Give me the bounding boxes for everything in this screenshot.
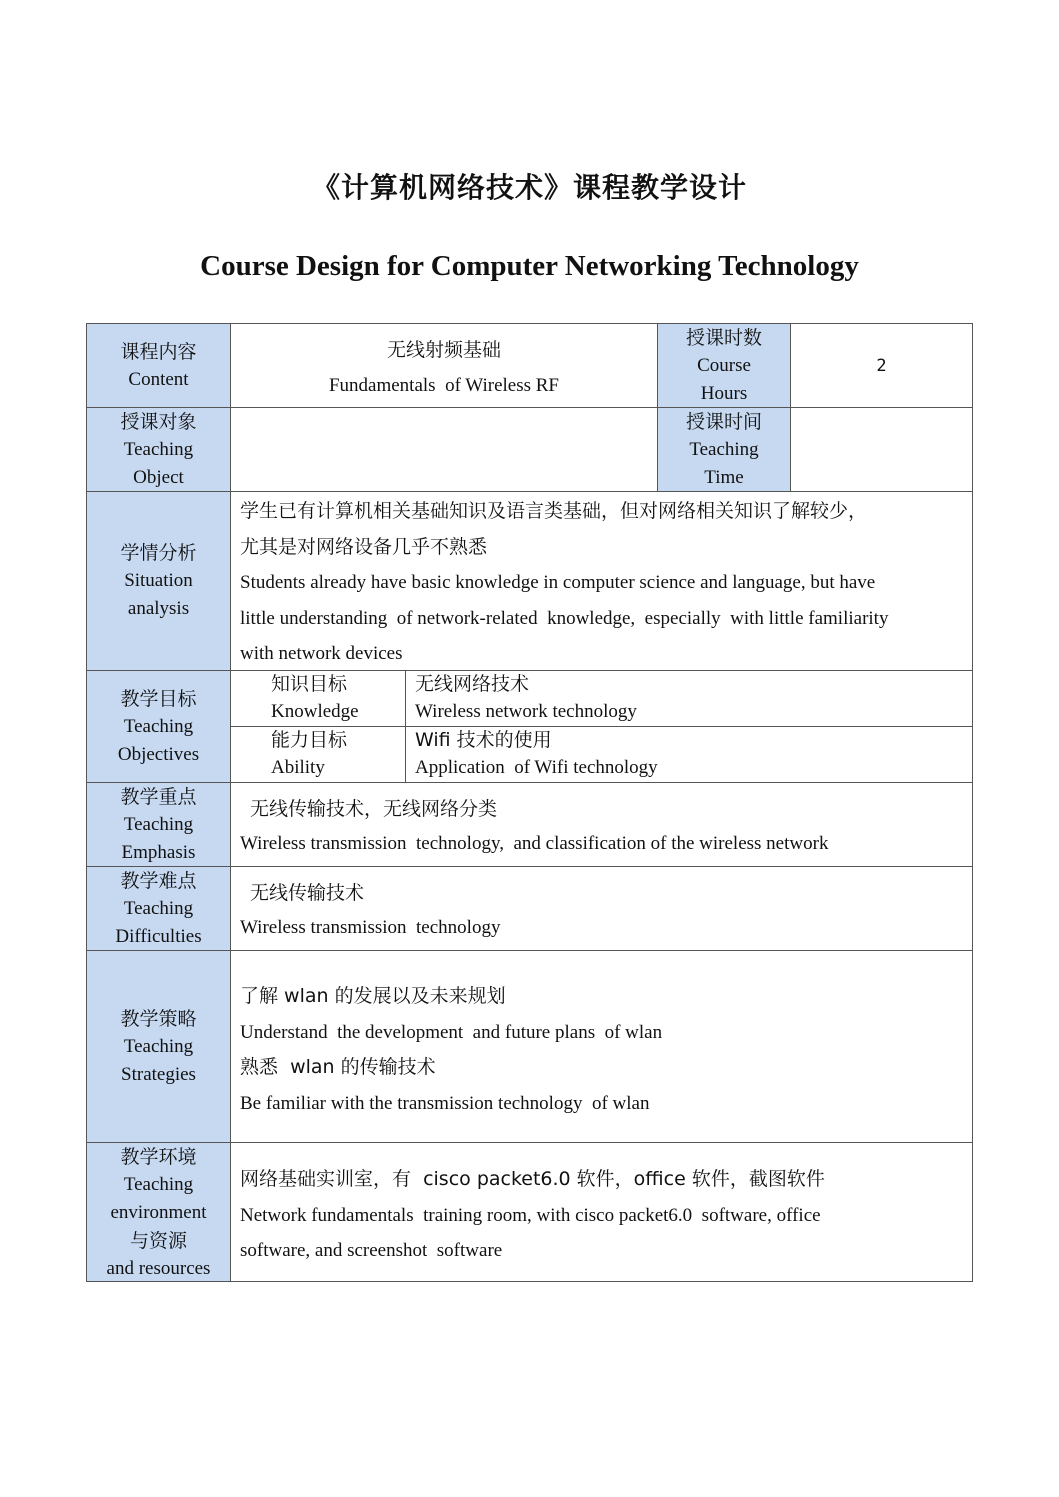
row-divider: [86, 1142, 973, 1143]
course-hours-value-cell: [791, 324, 972, 407]
difficulties-label-en-2: Difficulties: [115, 925, 202, 947]
ability-label-cell: [231, 727, 405, 782]
environment-text-en-1: Network fundamentals training room, with cisco packet6.0 software, office: [240, 1204, 821, 1226]
difficulties-label-en-1: Teaching: [123, 897, 194, 919]
strategies-label-cn: 教学策略: [120, 1007, 197, 1030]
teaching-time-label-en-2: Time: [704, 466, 744, 488]
situation-value-cell: [231, 494, 972, 670]
strategies-text-cn-1: 了解 wlan 的发展以及未来规划: [240, 985, 506, 1007]
course-hours-value: 2: [876, 355, 887, 376]
teaching-time-label-cn: 授课时间: [685, 410, 762, 433]
content-label-cn: 课程内容: [120, 340, 197, 363]
ability-label-cn: 能力目标: [271, 729, 348, 751]
objectives-label-en-2: Objectives: [117, 743, 200, 765]
strategies-label-cell: [87, 951, 230, 1142]
table-border-right: [972, 323, 973, 1282]
environment-label-cn-1: 教学环境: [120, 1145, 197, 1168]
content-label-cell: [87, 324, 230, 407]
table-border-left: [86, 323, 87, 1282]
row-divider: [86, 491, 973, 492]
document-title-chinese: 《计算机网络技术》课程教学设计: [311, 171, 747, 204]
ability-value-cell: [406, 727, 972, 782]
emphasis-label-cell: [87, 783, 230, 866]
strategies-text-en-1: Understand the development and future plans of wlan: [240, 1021, 663, 1043]
course-hours-label-en-1: Course: [697, 354, 751, 376]
content-value-en: Fundamentals of Wireless RF: [328, 375, 560, 396]
course-hours-label-en-2: Hours: [700, 382, 748, 404]
emphasis-label-en-2: Emphasis: [121, 841, 196, 863]
strategies-text-cn-2: 熟悉 wlan 的传输技术: [240, 1056, 436, 1078]
teaching-object-label-en-1: Teaching: [123, 438, 194, 460]
course-hours-label-cell: [658, 324, 790, 407]
ability-value-cn: Wifi 技术的使用: [415, 729, 552, 751]
emphasis-text-en: Wireless transmission technology, and classification of the wireless network: [240, 833, 829, 854]
row-divider: [86, 407, 973, 408]
column-divider: [230, 323, 231, 1282]
situation-text-cn-2: 尤其是对网络设备几乎不熟悉: [240, 535, 488, 558]
row-divider: [86, 670, 973, 671]
teaching-object-label-en-2: Object: [133, 466, 184, 488]
strategies-label-en-2: Strategies: [121, 1063, 196, 1085]
table-border-bottom: [86, 1281, 973, 1282]
objectives-label-cell: [87, 671, 230, 782]
strategies-text-en-2: Be familiar with the transmission technology of wlan: [240, 1092, 650, 1114]
emphasis-label-cn: 教学重点: [120, 785, 197, 808]
situation-label-cell: [87, 492, 230, 670]
ability-value-en: Application of Wifi technology: [415, 757, 658, 778]
row-divider: [86, 782, 973, 783]
situation-text-cn-1: 学生已有计算机相关基础知识及语言类基础，但对网络相关知识了解较少，: [240, 500, 868, 522]
situation-label-cn: 学情分析: [120, 542, 197, 564]
environment-label-cell: [87, 1143, 230, 1281]
environment-label-cn-2: 与资源: [129, 1229, 187, 1252]
situation-text-en-2: little understanding of network-related knowledge, especially with little familiarity: [240, 607, 889, 629]
column-divider: [790, 323, 791, 491]
knowledge-label-cell: [231, 671, 405, 726]
knowledge-label-en: Knowledge: [271, 701, 359, 722]
teaching-time-label-en-1: Teaching: [689, 438, 759, 460]
situation-text-en-3: with network devices: [240, 643, 403, 664]
difficulties-label-cn: 教学难点: [120, 869, 197, 892]
course-hours-label-cn: 授课时数: [685, 326, 762, 349]
column-divider: [405, 670, 406, 782]
environment-label-en-2: environment: [110, 1201, 207, 1223]
content-label-en: Content: [128, 368, 189, 390]
table-border-top: [86, 323, 973, 324]
situation-text-en-1: Students already have basic knowledge in computer science and language, but have: [240, 572, 876, 593]
knowledge-value-cn: 无线网络技术: [415, 673, 530, 695]
teaching-time-value-cell: [791, 408, 972, 491]
ability-label-en: Ability: [271, 757, 325, 778]
difficulties-value-cell: [231, 876, 972, 950]
document-title-english: Course Design for Computer Networking Technology: [200, 250, 859, 282]
content-value-cn: 无线射频基础: [386, 339, 501, 361]
environment-value-cell: [231, 1162, 972, 1281]
column-divider: [657, 323, 658, 491]
row-divider: [86, 950, 973, 951]
objectives-label-en-1: Teaching: [123, 715, 194, 737]
knowledge-value-en: Wireless network technology: [415, 701, 637, 722]
environment-text-en-2: software, and screenshot software: [240, 1240, 503, 1261]
difficulties-label-cell: [87, 867, 230, 950]
environment-label-en-3: and resources: [106, 1257, 211, 1279]
teaching-object-label-cell: [87, 408, 230, 491]
strategies-value-cell: [231, 979, 972, 1142]
situation-label-en-1: Situation: [124, 570, 193, 591]
knowledge-value-cell: [406, 671, 972, 726]
objectives-label-cn: 教学目标: [120, 687, 197, 710]
difficulties-text-en: Wireless transmission technology: [240, 917, 501, 938]
content-value-cell: [231, 324, 657, 407]
row-divider: [230, 726, 973, 727]
knowledge-label-cn: 知识目标: [271, 673, 348, 695]
difficulties-text-cn: 无线传输技术: [250, 882, 365, 904]
emphasis-text-cn: 无线传输技术，无线网络分类: [250, 798, 498, 820]
teaching-time-label-cell: [658, 408, 790, 491]
row-divider: [86, 866, 973, 867]
strategies-label-en-1: Teaching: [123, 1035, 194, 1057]
emphasis-label-en-1: Teaching: [123, 813, 194, 835]
teaching-object-label-cn: 授课对象: [120, 410, 197, 433]
teaching-object-value-cell: [231, 408, 657, 491]
emphasis-value-cell: [231, 792, 972, 866]
situation-label-en-2: analysis: [127, 598, 190, 619]
environment-text-cn: 网络基础实训室，有 cisco packet6.0 软件，office 软件，截图软件: [240, 1168, 825, 1190]
environment-label-en-1: Teaching: [123, 1173, 194, 1195]
